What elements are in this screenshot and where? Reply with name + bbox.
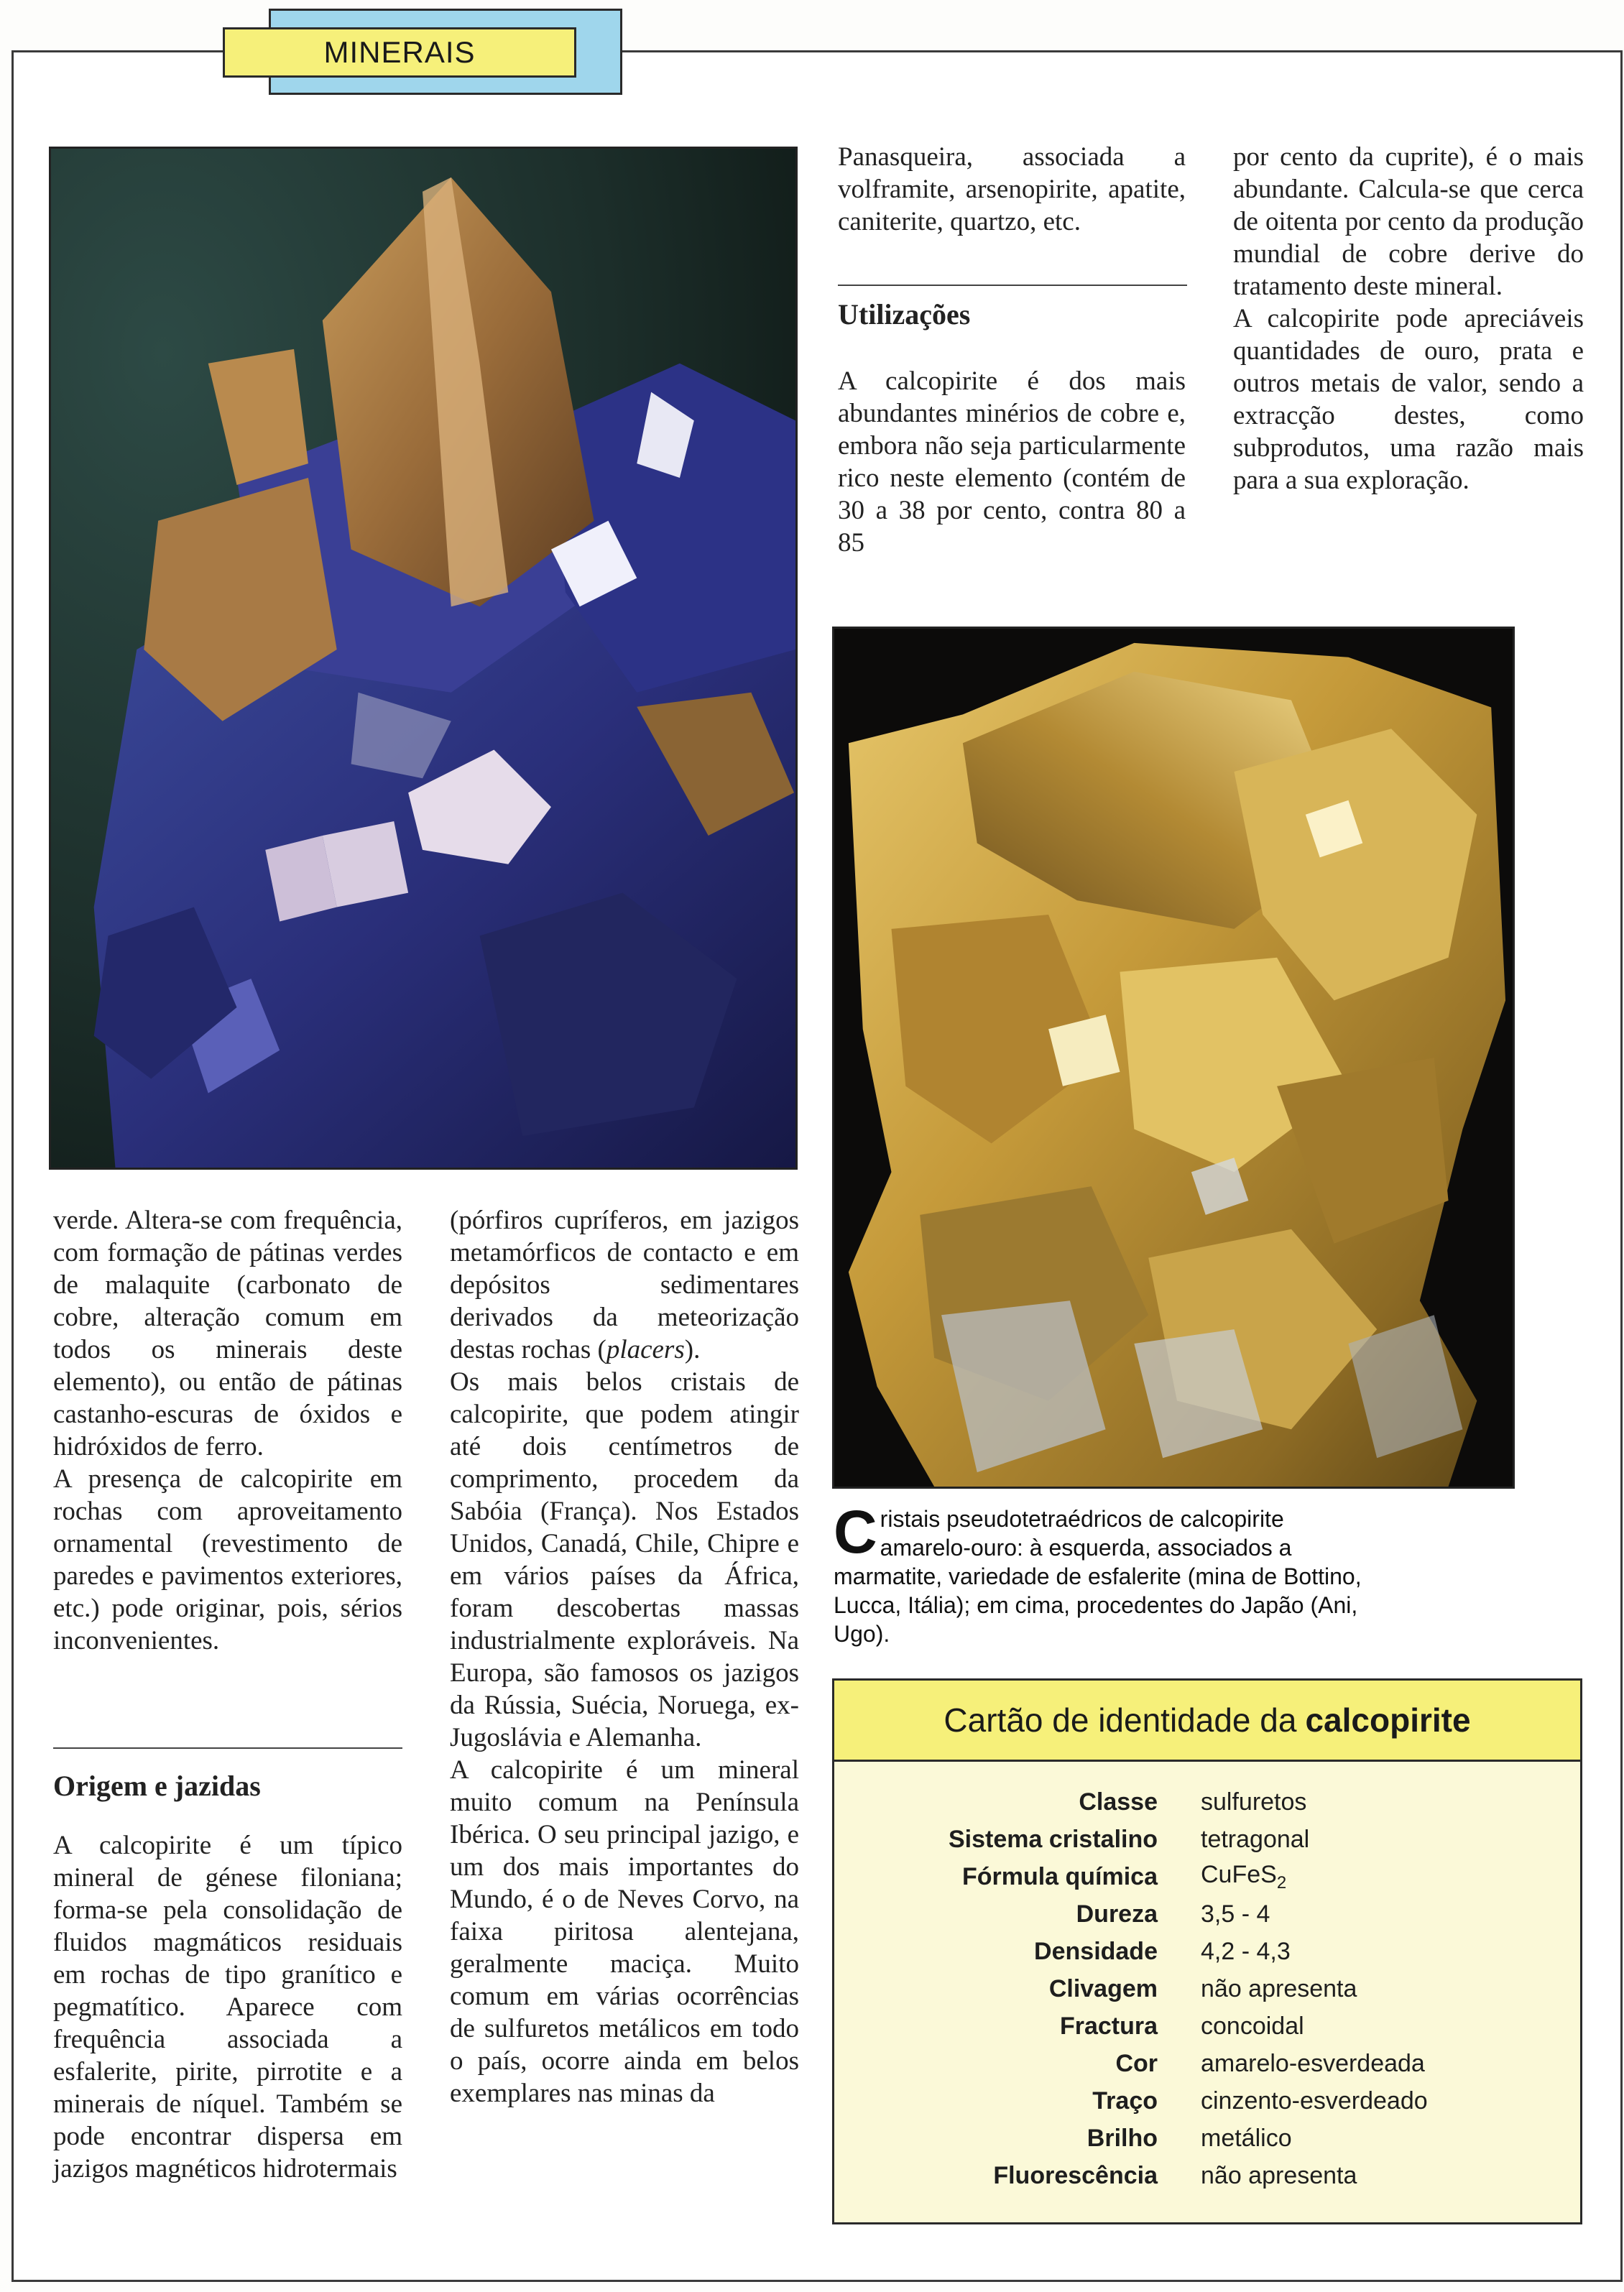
text-column-top-middle <box>838 141 1186 238</box>
mineral-id-card <box>832 1678 1582 2224</box>
section-tab <box>223 27 576 78</box>
id-card-value: concoidal <box>1201 2012 1304 2040</box>
id-card-value: não apresenta <box>1201 1974 1357 2002</box>
id-card-key: Sistema cristalino <box>948 1825 1158 1853</box>
id-card-row <box>834 2120 1580 2157</box>
caption-dropcap: C <box>834 1498 877 1566</box>
id-card-row <box>834 2045 1580 2082</box>
text-column-bottom-left <box>53 1204 402 1657</box>
id-card-key: Dureza <box>1076 1900 1158 1928</box>
id-card-row <box>834 1858 1580 1895</box>
paragraph-subprodutos: A calcopirite pode apreciáveis quantidades de ouro, prata e outros metais de valor, sendo a extracção destes, como subprodutos, uma razão mais para a sua exploração. <box>1233 304 1584 495</box>
text-column-bottom-middle <box>450 1204 799 2110</box>
paragraph-genese: A calcopirite é um típico mineral de génese filoniana; forma-se pela consolidação de fluidos magmáticos residuais em rochas de tipo granítico e pegmatítico. Aparece com frequência associada a esfalerite, pirite, pirrotite e a minerais de níquel. Também se pode encontrar dispersa em jazigos magnéticos hidrotermais <box>53 1831 402 2184</box>
id-card-value: não apresenta <box>1201 2161 1357 2189</box>
section-divider <box>838 285 1187 286</box>
paragraph-panasqueira: Panasqueira, associada a volframite, arsenopirite, apatite, caniterite, quartzo, etc. <box>838 142 1186 236</box>
id-card-value: 3,5 - 4 <box>1201 1900 1270 1928</box>
caption-text: ristais pseudotetraédricos de calcopirite amarelo-ouro: à esquerda, associados a marmatite, variedade de esfalerite (mina de Bottino, Lucca, Itália); em cima, procedentes do Japão (Ani, Ugo). <box>834 1506 1362 1647</box>
section-divider <box>53 1747 402 1749</box>
photo-chalcopyrite-marmatite <box>49 147 798 1170</box>
id-card-row <box>834 1821 1580 1858</box>
heading-origem-jazidas: Origem e jazidas <box>53 1770 261 1802</box>
id-card-value: CuFeS$_2$ <box>1201 1860 1287 1893</box>
section-label: MINERAIS <box>323 35 476 69</box>
id-card-key: Clivagem <box>1048 1974 1158 2002</box>
id-card-key: Cor <box>1115 2049 1158 2077</box>
id-card-value: cinzento-esverdeado <box>1201 2087 1428 2115</box>
id-card-value: sulfuretos <box>1201 1788 1307 1816</box>
heading-utilizacoes: Utilizações <box>838 298 971 331</box>
id-card-value: tetragonal <box>1201 1825 1310 1853</box>
paragraph-utilizacoes: A calcopirite é dos mais abundantes minérios de cobre e, embora não seja particularmente rico neste elemento (contém de 30 a 38 por cento, contra 80 a 85 <box>838 366 1186 558</box>
id-card-row <box>834 1970 1580 2007</box>
paragraph-peninsula-iberica: A calcopirite é um mineral muito comum na Península Ibérica. O seu principal jazigo, e um dos mais importantes do Mundo, é o de Neves Corvo, na faixa piritosa alentejana, geralmente maciça. Muito comum em várias ocorrências de sulfuretos metálicos em todo o país, ocorre ainda em belos exemplares nas minas da <box>450 1755 799 2108</box>
id-card-value: 4,2 - 4,3 <box>1201 1937 1291 1965</box>
id-card-key: Brilho <box>1086 2124 1158 2152</box>
id-card-key: Fractura <box>1059 2012 1158 2040</box>
id-card-row <box>834 2082 1580 2120</box>
paragraph-rochas-ornamentais: A presença de calcopirite em rochas com aproveitamento ornamental (revestimento de paredes e pavimentos exteriores, etc.) pode originar, pois, sérios inconvenientes. <box>53 1464 402 1655</box>
paragraph-cristais: Os mais belos cristais de calcopirite, que podem atingir até dois centímetros de comprimento, procedem da Sabóia (França). Nos Estados Unidos, Canadá, Chile, Chipre e em vários países da África, foram descobertas massas industrialmente exploráveis. Na Europa, são famosos os jazigos da Rússia, Suécia, Noruega, ex-Jugoslávia e Alemanha. <box>450 1367 799 1752</box>
text-column-top-right <box>1233 141 1584 496</box>
id-card-key: Classe <box>1079 1788 1158 1816</box>
id-card-row <box>834 2157 1580 2194</box>
id-card-row <box>834 2007 1580 2045</box>
id-card-key: Fórmula química <box>961 1862 1158 1890</box>
id-card-value: metálico <box>1201 2124 1292 2152</box>
placers-term: placers <box>606 1335 685 1364</box>
id-card-row <box>834 1895 1580 1933</box>
paragraph-alteracao: verde. Altera-se com frequência, com formação de pátinas verdes de malaquite (carbonato de cobre, alteração comum em todos os minerais deste elemento), ou então de pátinas castanho-escuras de óxidos e hidróxidos de ferro. <box>53 1206 402 1461</box>
id-card-rows <box>834 1762 1580 2194</box>
id-card-key: Fluorescência <box>993 2161 1158 2189</box>
photo-caption <box>834 1498 1365 1648</box>
id-card-key: Densidade <box>1034 1937 1158 1965</box>
id-card-row <box>834 1783 1580 1821</box>
text-column-utilizacoes <box>838 365 1186 559</box>
text-column-origem <box>53 1829 402 2185</box>
photo-chalcopyrite-japan <box>832 627 1515 1489</box>
id-card-key: Traço <box>1092 2087 1158 2115</box>
id-card-title: Cartão de identidade da calcopirite <box>834 1681 1580 1762</box>
paragraph-cuprite: por cento da cuprite), é o mais abundante. Calcula-se que cerca de oitenta por cento da produção mundial de cobre derive do tratamento deste mineral. <box>1233 142 1584 301</box>
id-card-row <box>834 1933 1580 1970</box>
id-card-value: amarelo-esverdeada <box>1201 2049 1425 2077</box>
paragraph-porfiros: (pórfiros cupríferos, em jazigos metamórficos de contacto e em depósitos sedimentares derivados da meteorização destas rochas (placers). <box>450 1206 799 1364</box>
